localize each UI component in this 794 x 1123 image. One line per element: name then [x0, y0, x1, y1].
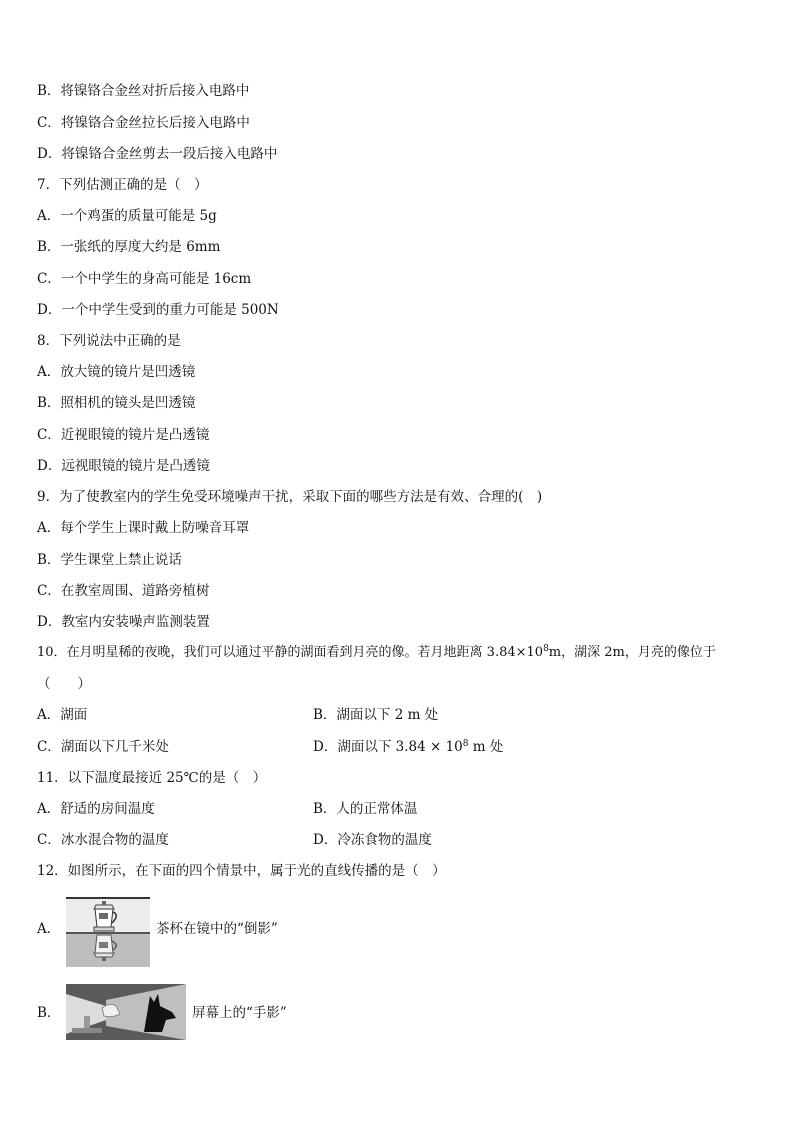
q12-stem: 12．如图所示，在下面的四个情景中，属于光的直线传播的是（ ） [37, 863, 446, 879]
q7-option-d: D．一个中学生受到的重力可能是 500N [37, 302, 279, 318]
q9-option-b: B．学生课堂上禁止说话 [37, 552, 182, 568]
q6-option-c: C．将镍铬合金丝拉长后接入电路中 [37, 115, 250, 131]
q9-stem: 9．为了使教室内的学生免受环境噪声干扰，采取下面的哪些方法是有效、合理的( ) [37, 489, 543, 505]
q8-option-c: C．近视眼镜的镜片是凸透镜 [37, 427, 210, 443]
q12-option-a-caption: 茶杯在镜中的“倒影” [156, 921, 278, 937]
q8-option-b: B．照相机的镜头是凹透镜 [37, 395, 196, 411]
q6-option-b: B．将镍铬合金丝对折后接入电路中 [37, 83, 250, 99]
q10-option-a: A．湖面 [37, 707, 88, 723]
q10-option-b: B．湖面以下 2 m 处 [313, 707, 439, 723]
q9-option-a: A．每个学生上课时戴上防噪音耳罩 [37, 520, 250, 536]
q8-stem: 8．下列说法中正确的是 [37, 333, 181, 349]
q7-option-b: B．一张纸的厚度大约是 6mm [37, 239, 221, 255]
q10-stem-cont: （ ） [37, 676, 91, 692]
q6-option-d: D．将镍铬合金丝剪去一段后接入电路中 [37, 146, 278, 162]
q12-option-b-label: B． [37, 1005, 61, 1021]
q7-stem: 7．下列估测正确的是（ ） [37, 177, 208, 193]
q11-option-d: D．冷冻食物的温度 [313, 832, 432, 848]
q11-option-b: B．人的正常体温 [313, 801, 418, 817]
teacup-reflection-image [66, 897, 150, 967]
q10-option-c: C．湖面以下几千米处 [37, 739, 169, 755]
q7-option-c: C．一个中学生的身高可能是 16cm [37, 271, 252, 287]
q11-stem: 11．以下温度最接近 25℃的是（ ） [37, 770, 267, 786]
q10-stem: 10．在月明星稀的夜晚，我们可以通过平静的湖面看到月亮的像。若月地距离 $3.84\times 10^8m$，湖深 2m，月亮的像位于 [37, 644, 716, 660]
q10-option-d: D．湖面以下 $3.84 \times 10^8$ m 处 [313, 739, 504, 755]
q11-option-c: C．冰水混合物的温度 [37, 832, 169, 848]
q9-option-c: C．在教室周围、道路旁植树 [37, 583, 210, 599]
q7-option-a: A．一个鸡蛋的质量可能是 5g [37, 208, 217, 224]
q12-option-b-caption: 屏幕上的“手影” [192, 1005, 287, 1021]
hand-shadow-image [66, 984, 186, 1040]
q11-option-a: A．舒适的房间温度 [37, 801, 155, 817]
q12-option-a-label: A． [37, 921, 61, 937]
q8-option-d: D．远视眼镜的镜片是凸透镜 [37, 458, 210, 474]
q9-option-d: D．教室内安装噪声监测装置 [37, 614, 210, 630]
q8-option-a: A．放大镜的镜片是凹透镜 [37, 364, 196, 380]
